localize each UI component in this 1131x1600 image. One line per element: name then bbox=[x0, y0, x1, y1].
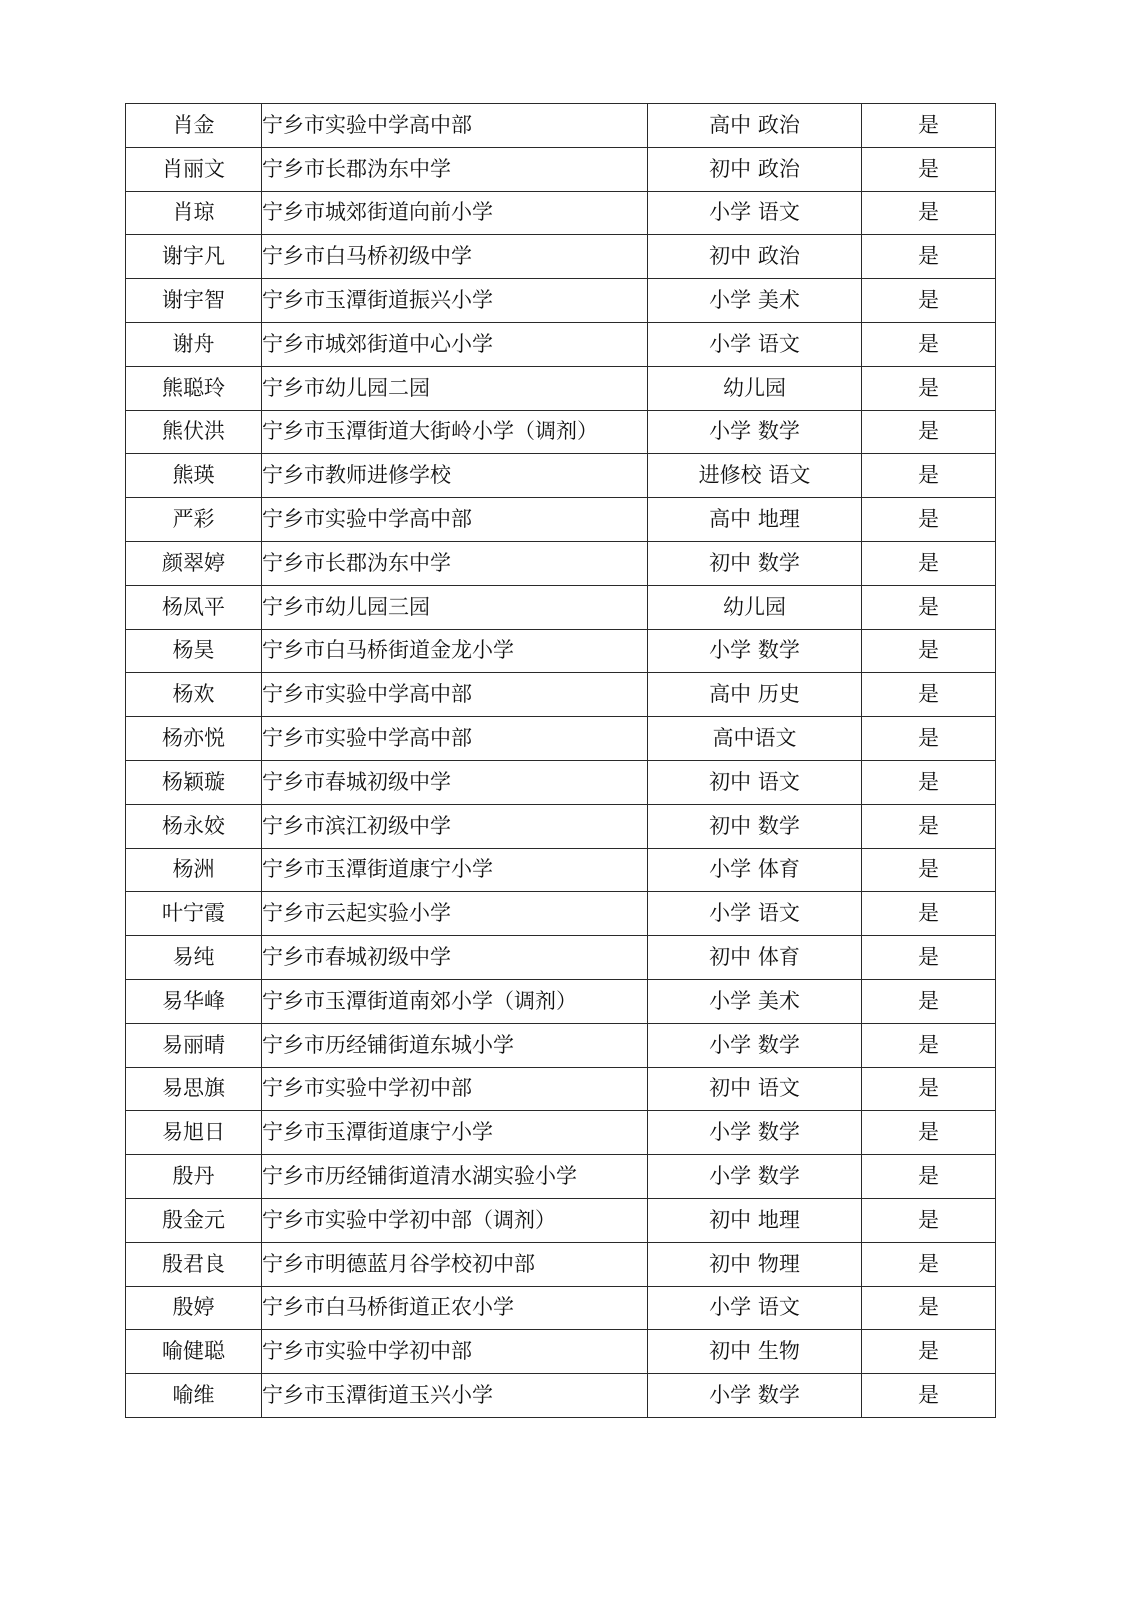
teacher-name-cell: 谢宇凡 bbox=[126, 235, 262, 279]
table-row bbox=[126, 673, 996, 717]
teacher-name-cell: 谢舟 bbox=[126, 322, 262, 366]
subject-cell: 小学 美术 bbox=[648, 279, 862, 323]
school-cell: 宁乡市实验中学高中部 bbox=[262, 717, 648, 761]
teacher-name-cell: 殷君良 bbox=[126, 1242, 262, 1286]
table-row bbox=[126, 1111, 996, 1155]
subject-cell: 初中 生物 bbox=[648, 1330, 862, 1374]
teacher-name-cell: 杨洲 bbox=[126, 848, 262, 892]
table-row bbox=[126, 629, 996, 673]
table-row bbox=[126, 235, 996, 279]
school-cell: 宁乡市玉潭街道康宁小学 bbox=[262, 1111, 648, 1155]
school-cell: 宁乡市长郡沩东中学 bbox=[262, 147, 648, 191]
table-row bbox=[126, 147, 996, 191]
school-cell: 宁乡市历经铺街道清水湖实验小学 bbox=[262, 1155, 648, 1199]
subject-cell: 高中 政治 bbox=[648, 104, 862, 148]
teacher-name-cell: 叶宁霞 bbox=[126, 892, 262, 936]
subject-cell: 小学 体育 bbox=[648, 848, 862, 892]
school-cell: 宁乡市幼儿园二园 bbox=[262, 366, 648, 410]
school-cell: 宁乡市春城初级中学 bbox=[262, 936, 648, 980]
teacher-name-cell: 杨永姣 bbox=[126, 804, 262, 848]
result-cell: 是 bbox=[862, 1286, 996, 1330]
result-cell: 是 bbox=[862, 629, 996, 673]
teacher-name-cell: 杨颖璇 bbox=[126, 760, 262, 804]
table-row bbox=[126, 1155, 996, 1199]
teacher-name-cell: 殷婷 bbox=[126, 1286, 262, 1330]
teacher-name-cell: 颜翠婷 bbox=[126, 541, 262, 585]
school-cell: 宁乡市实验中学高中部 bbox=[262, 498, 648, 542]
school-cell: 宁乡市玉潭街道南郊小学（调剂） bbox=[262, 979, 648, 1023]
subject-cell: 小学 美术 bbox=[648, 979, 862, 1023]
school-cell: 宁乡市城郊街道向前小学 bbox=[262, 191, 648, 235]
school-cell: 宁乡市玉潭街道康宁小学 bbox=[262, 848, 648, 892]
result-cell: 是 bbox=[862, 1023, 996, 1067]
subject-cell: 小学 数学 bbox=[648, 629, 862, 673]
teacher-name-cell: 喻健聪 bbox=[126, 1330, 262, 1374]
table-row bbox=[126, 892, 996, 936]
result-cell: 是 bbox=[862, 104, 996, 148]
school-cell: 宁乡市白马桥街道金龙小学 bbox=[262, 629, 648, 673]
result-cell: 是 bbox=[862, 936, 996, 980]
table-row bbox=[126, 410, 996, 454]
table-row bbox=[126, 979, 996, 1023]
table-row bbox=[126, 1242, 996, 1286]
result-cell: 是 bbox=[862, 760, 996, 804]
table-row bbox=[126, 1286, 996, 1330]
subject-cell: 小学 数学 bbox=[648, 1023, 862, 1067]
subject-cell: 小学 数学 bbox=[648, 1155, 862, 1199]
school-cell: 宁乡市历经铺街道东城小学 bbox=[262, 1023, 648, 1067]
table-row bbox=[126, 760, 996, 804]
table-row bbox=[126, 541, 996, 585]
table-row bbox=[126, 104, 996, 148]
table-row bbox=[126, 322, 996, 366]
roster-table bbox=[125, 103, 996, 1418]
table-row bbox=[126, 1374, 996, 1418]
teacher-name-cell: 肖金 bbox=[126, 104, 262, 148]
table-row bbox=[126, 454, 996, 498]
result-cell: 是 bbox=[862, 147, 996, 191]
school-cell: 宁乡市云起实验小学 bbox=[262, 892, 648, 936]
result-cell: 是 bbox=[862, 454, 996, 498]
teacher-name-cell: 易丽晴 bbox=[126, 1023, 262, 1067]
subject-cell: 高中 地理 bbox=[648, 498, 862, 542]
table-row bbox=[126, 279, 996, 323]
teacher-name-cell: 熊聪玲 bbox=[126, 366, 262, 410]
table-row bbox=[126, 1198, 996, 1242]
result-cell: 是 bbox=[862, 717, 996, 761]
table-row bbox=[126, 804, 996, 848]
school-cell: 宁乡市教师进修学校 bbox=[262, 454, 648, 498]
subject-cell: 高中 历史 bbox=[648, 673, 862, 717]
subject-cell: 小学 语文 bbox=[648, 191, 862, 235]
table-row bbox=[126, 191, 996, 235]
result-cell: 是 bbox=[862, 1242, 996, 1286]
school-cell: 宁乡市白马桥初级中学 bbox=[262, 235, 648, 279]
result-cell: 是 bbox=[862, 804, 996, 848]
subject-cell: 初中 数学 bbox=[648, 541, 862, 585]
table-row bbox=[126, 717, 996, 761]
teacher-name-cell: 易思旗 bbox=[126, 1067, 262, 1111]
subject-cell: 初中 语文 bbox=[648, 1067, 862, 1111]
school-cell: 宁乡市实验中学初中部 bbox=[262, 1330, 648, 1374]
teacher-name-cell: 喻维 bbox=[126, 1374, 262, 1418]
table-row bbox=[126, 366, 996, 410]
result-cell: 是 bbox=[862, 235, 996, 279]
school-cell: 宁乡市春城初级中学 bbox=[262, 760, 648, 804]
result-cell: 是 bbox=[862, 498, 996, 542]
school-cell: 宁乡市白马桥街道正农小学 bbox=[262, 1286, 648, 1330]
result-cell: 是 bbox=[862, 1155, 996, 1199]
teacher-name-cell: 严彩 bbox=[126, 498, 262, 542]
result-cell: 是 bbox=[862, 1330, 996, 1374]
teacher-name-cell: 易旭日 bbox=[126, 1111, 262, 1155]
school-cell: 宁乡市实验中学高中部 bbox=[262, 673, 648, 717]
result-cell: 是 bbox=[862, 979, 996, 1023]
table-row bbox=[126, 1330, 996, 1374]
school-cell: 宁乡市城郊街道中心小学 bbox=[262, 322, 648, 366]
subject-cell: 幼儿园 bbox=[648, 585, 862, 629]
result-cell: 是 bbox=[862, 1067, 996, 1111]
result-cell: 是 bbox=[862, 1198, 996, 1242]
result-cell: 是 bbox=[862, 541, 996, 585]
teacher-name-cell: 熊伏洪 bbox=[126, 410, 262, 454]
result-cell: 是 bbox=[862, 322, 996, 366]
school-cell: 宁乡市玉潭街道振兴小学 bbox=[262, 279, 648, 323]
teacher-name-cell: 殷丹 bbox=[126, 1155, 262, 1199]
result-cell: 是 bbox=[862, 279, 996, 323]
school-cell: 宁乡市长郡沩东中学 bbox=[262, 541, 648, 585]
subject-cell: 初中 语文 bbox=[648, 760, 862, 804]
table-row bbox=[126, 585, 996, 629]
table-row bbox=[126, 936, 996, 980]
school-cell: 宁乡市幼儿园三园 bbox=[262, 585, 648, 629]
teacher-name-cell: 熊瑛 bbox=[126, 454, 262, 498]
teacher-name-cell: 杨凤平 bbox=[126, 585, 262, 629]
subject-cell: 初中 政治 bbox=[648, 235, 862, 279]
result-cell: 是 bbox=[862, 848, 996, 892]
table-row bbox=[126, 1023, 996, 1067]
teacher-name-cell: 易纯 bbox=[126, 936, 262, 980]
teacher-name-cell: 杨昊 bbox=[126, 629, 262, 673]
subject-cell: 小学 语文 bbox=[648, 892, 862, 936]
subject-cell: 初中 物理 bbox=[648, 1242, 862, 1286]
result-cell: 是 bbox=[862, 410, 996, 454]
subject-cell: 初中 数学 bbox=[648, 804, 862, 848]
school-cell: 宁乡市玉潭街道大街岭小学（调剂） bbox=[262, 410, 648, 454]
teacher-name-cell: 肖丽文 bbox=[126, 147, 262, 191]
subject-cell: 小学 数学 bbox=[648, 410, 862, 454]
table-row bbox=[126, 848, 996, 892]
table-row bbox=[126, 498, 996, 542]
teacher-name-cell: 谢宇智 bbox=[126, 279, 262, 323]
subject-cell: 高中语文 bbox=[648, 717, 862, 761]
result-cell: 是 bbox=[862, 366, 996, 410]
school-cell: 宁乡市玉潭街道玉兴小学 bbox=[262, 1374, 648, 1418]
school-cell: 宁乡市实验中学初中部 bbox=[262, 1067, 648, 1111]
result-cell: 是 bbox=[862, 892, 996, 936]
result-cell: 是 bbox=[862, 585, 996, 629]
teacher-name-cell: 肖琼 bbox=[126, 191, 262, 235]
subject-cell: 小学 语文 bbox=[648, 322, 862, 366]
teacher-name-cell: 殷金元 bbox=[126, 1198, 262, 1242]
result-cell: 是 bbox=[862, 191, 996, 235]
teacher-name-cell: 杨亦悦 bbox=[126, 717, 262, 761]
result-cell: 是 bbox=[862, 1111, 996, 1155]
teacher-name-cell: 易华峰 bbox=[126, 979, 262, 1023]
subject-cell: 初中 政治 bbox=[648, 147, 862, 191]
school-cell: 宁乡市实验中学高中部 bbox=[262, 104, 648, 148]
roster-table-body bbox=[126, 104, 996, 1418]
result-cell: 是 bbox=[862, 673, 996, 717]
subject-cell: 小学 语文 bbox=[648, 1286, 862, 1330]
teacher-name-cell: 杨欢 bbox=[126, 673, 262, 717]
result-cell: 是 bbox=[862, 1374, 996, 1418]
subject-cell: 初中 地理 bbox=[648, 1198, 862, 1242]
school-cell: 宁乡市实验中学初中部（调剂） bbox=[262, 1198, 648, 1242]
table-row bbox=[126, 1067, 996, 1111]
subject-cell: 小学 数学 bbox=[648, 1111, 862, 1155]
school-cell: 宁乡市滨江初级中学 bbox=[262, 804, 648, 848]
subject-cell: 初中 体育 bbox=[648, 936, 862, 980]
school-cell: 宁乡市明德蓝月谷学校初中部 bbox=[262, 1242, 648, 1286]
subject-cell: 幼儿园 bbox=[648, 366, 862, 410]
subject-cell: 小学 数学 bbox=[648, 1374, 862, 1418]
subject-cell: 进修校 语文 bbox=[648, 454, 862, 498]
